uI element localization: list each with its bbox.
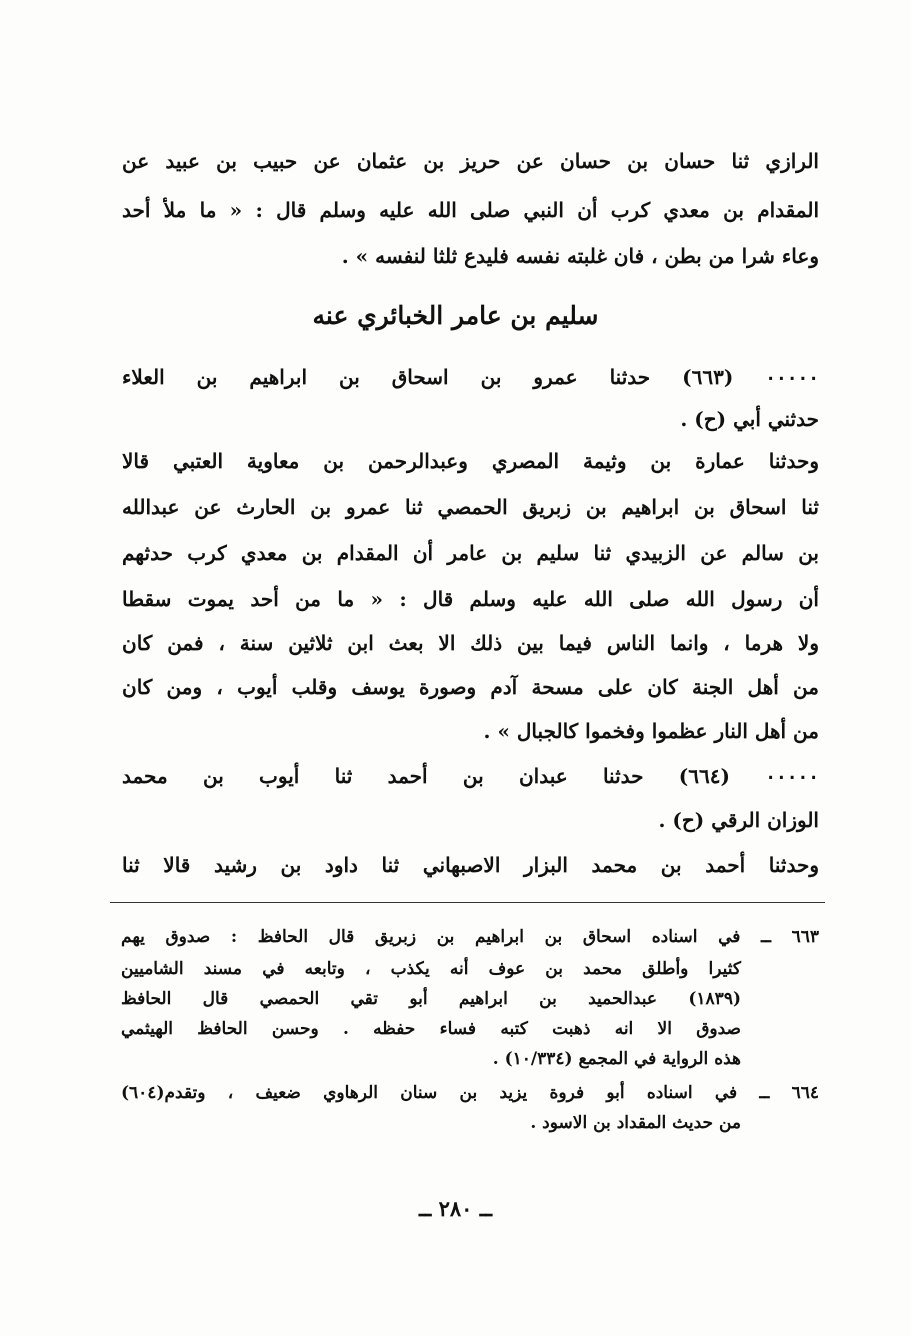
text-line: ٠٠٠٠٠ (٦٦٤) حدثنا عبدان بن أحمد ثنا أيوب بن محمد	[122, 764, 819, 788]
footnote-separator	[110, 902, 825, 903]
footnote-line: من حديث المقداد بن الاسود .	[530, 1113, 741, 1133]
footnote-number: ٦٦٤	[791, 1083, 819, 1103]
text-line: ٠٠٠٠٠ (٦٦٣) حدثنا عمرو بن اسحاق بن ابراهيم بن العلاء	[122, 365, 819, 389]
footnote-664-first-line	[121, 1080, 819, 1106]
text-line: بن سالم عن الزبيدي ثنا سليم بن عامر أن المقدام بن معدي كرب حدثهم	[122, 541, 819, 565]
footnote-line: هذه الرواية في المجمع (١٠/٣٣٤) .	[492, 1049, 741, 1069]
footnote-line: كثيرا وأطلق محمد بن عوف أنه يكذب ، وتابعه في مسند الشاميين	[121, 959, 741, 979]
text-line: حدثني أبي (ح) .	[680, 407, 819, 431]
footnote-line: (١٨٣٩) عبدالحميد بن ابراهيم أبو تقي الحمصي قال الحافظ	[121, 989, 741, 1009]
text-line: من أهل النار عظموا وفخموا كالجبال » .	[483, 719, 819, 743]
footnote-dash: ــ	[759, 1083, 770, 1103]
footnote-dash: ــ	[761, 927, 771, 947]
text-line: المقدام بن معدي كرب أن النبي صلى الله عليه وسلم قال : « ما ملأ أحد	[122, 198, 819, 222]
text-line: ولا هرما ، وانما الناس فيما بين ذلك الا بعث ابن ثلاثين سنة ، فمن كان	[122, 631, 819, 655]
footnote-text: في اسناده أبو فروة يزيد بن سنان الرهاوي ضعيف ، وتقدم(٦٠٤)	[121, 1083, 738, 1103]
footnote-number: ٦٦٣	[791, 927, 819, 947]
section-heading: سليم بن عامر الخبائري عنه	[312, 301, 599, 330]
text-line: من أهل الجنة كان على مسحة آدم وصورة يوسف وقلب أيوب ، ومن كان	[122, 675, 819, 699]
footnote-text: في اسناده اسحاق بن ابراهيم بن زبريق قال الحافظ : صدوق يهم	[121, 927, 741, 947]
text-line: وحدثنا عمارة بن وثيمة المصري وعبدالرحمن بن معاوية العتبي قالا	[122, 449, 819, 473]
footnote-663-first-line	[121, 924, 819, 950]
text-line: الرازي ثنا حسان بن حسان عن حريز بن عثمان عن حبيب بن عبيد عن	[122, 149, 819, 173]
page-number: ــ ٢٨٠ ــ	[418, 1196, 493, 1221]
footnote-line: صدوق الا انه ذهبت كتبه فساء حفظه . وحسن الحافظ الهيثمي	[121, 1019, 741, 1039]
text-line: أن رسول الله صلى الله عليه وسلم قال : « ما من أحد يموت سقطا	[122, 587, 819, 611]
text-line: وحدثنا أحمد بن محمد البزار الاصبهاني ثنا داود بن رشيد قالا ثنا	[122, 853, 819, 877]
text-line: ثنا اسحاق بن ابراهيم بن زبريق الحمصي ثنا عمرو بن الحارث عن عبدالله	[122, 495, 819, 519]
text-line: وعاء شرا من بطن ، فان غلبته نفسه فليدع ثلثا لنفسه » .	[341, 244, 819, 268]
text-line: الوزان الرقي (ح) .	[658, 808, 819, 832]
